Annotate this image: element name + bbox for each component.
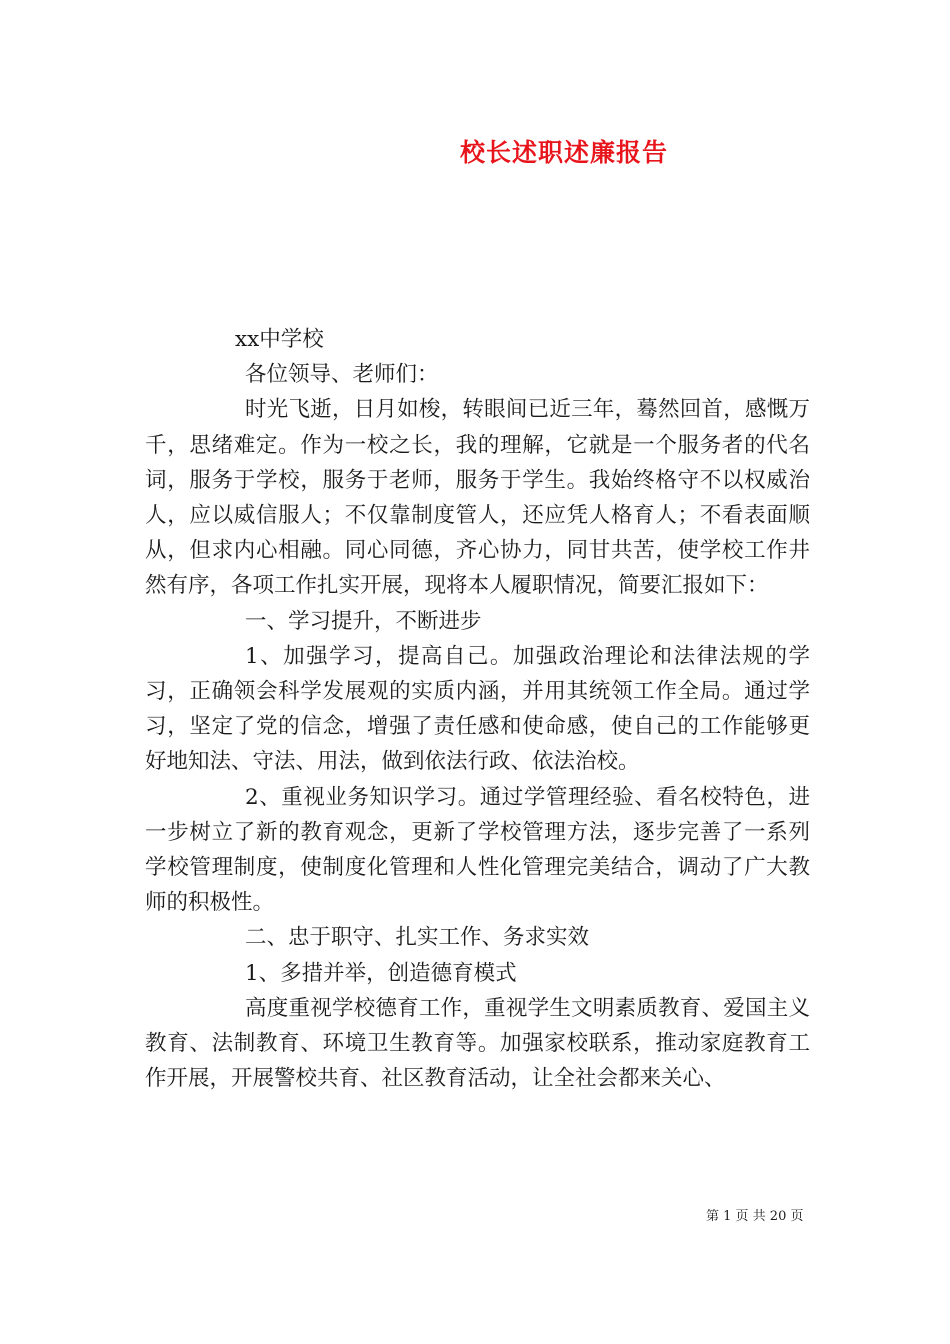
school-name: xx中学校 [235,327,324,352]
section-heading-2: 二、忠于职守、扎实工作、务求实效 [245,925,590,951]
document-title: 校长述职述廉报告 [460,138,669,167]
paragraph-intro: 时光飞逝，日月如梭，转眼间已近三年，蓦然回首，感慨万千，思绪难定。作为一校之长，我的理解，它就是一个服务者的代名词，服务于学校，服务于老师，服务于学生。我始终格守不以权威治人，应以威信服人；不仅靠制度管人，还应凭人格育人；不看表面顺从，但求内心相融。同心同德，齐心协力，同甘共苦，使学校工作井然有序，各项工作扎实开展，现将本人履职情况，简要汇报如下： [145,397,810,599]
paragraph-study-1: 1、加强学习，提高自己。加强政治理论和法律法规的学习，正确领会科学发展观的实质内涵，并用其统领工作全局。通过学习，坚定了党的信念，增强了责任感和使命感，使自己的工作能够更好地知法、守法、用法，做到依法行政、依法治校。 [145,643,810,775]
paragraph-moral-education: 高度重视学校德育工作，重视学生文明素质教育、爱国主义教育、法制教育、环境卫生教育等。加强家校联系，推动家庭教育工作开展，开展警校共育、社区教育活动，让全社会都来关心、 [145,995,810,1092]
document-body [145,322,810,1096]
subsection-heading-1: 1、多措并举，创造德育模式 [245,960,517,986]
greeting-line: 各位领导、老师们： [245,362,439,388]
page-number-footer: 第 1 页 共 20 页 [706,1209,804,1224]
section-heading-1: 一、学习提升，不断进步 [245,608,482,634]
paragraph-study-2: 2、重视业务知识学习。通过学管理经验、看名校特色，进一步树立了新的教育观念，更新了学校管理方法，逐步完善了一系列学校管理制度，使制度化管理和人性化管理完美结合，调动了广大教师的积极性。 [145,784,810,916]
